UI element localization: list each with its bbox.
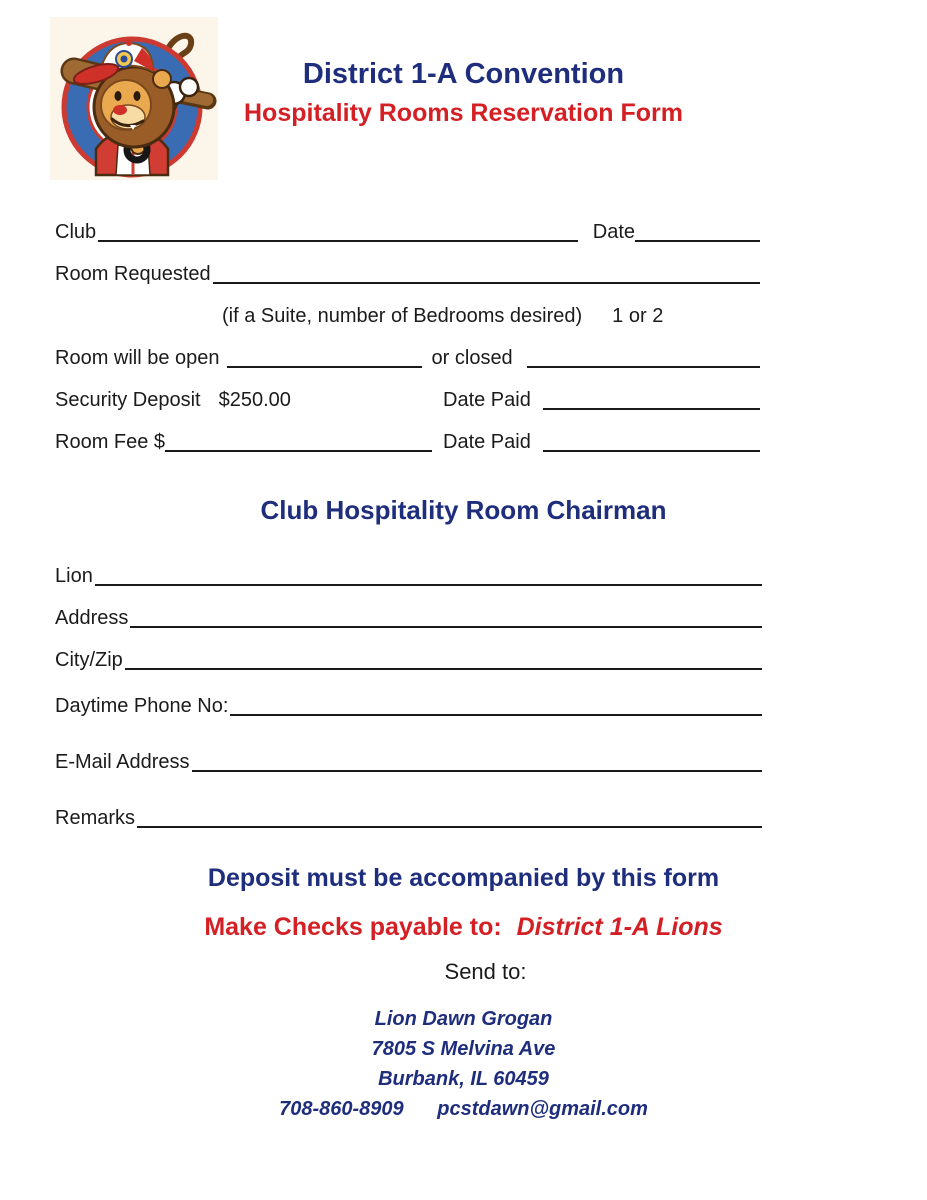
form-subtitle: Hospitality Rooms Reservation Form <box>244 99 683 127</box>
security-deposit-label: Security Deposit <box>55 389 201 411</box>
email-label: E-Mail Address <box>55 751 190 773</box>
contact-name: Lion Dawn Grogan <box>374 1008 553 1030</box>
lion-label: Lion <box>55 565 93 587</box>
contact-email: pcstdawn@gmail.com <box>437 1098 648 1120</box>
remarks-label: Remarks <box>55 807 136 829</box>
chairman-section-title: Club Hospitality Room Chairman <box>260 495 667 525</box>
or-closed-label: or closed <box>431 347 513 369</box>
date-field-line <box>635 218 760 242</box>
city-zip-label: City/Zip <box>55 649 123 671</box>
room-open-closed-row <box>55 344 760 372</box>
email-row <box>55 748 762 776</box>
city-zip-row <box>55 646 762 674</box>
room-requested-row <box>55 260 760 288</box>
room-open-label: Room will be open <box>55 347 220 369</box>
address-row <box>55 604 762 632</box>
room-fee-field-line <box>165 428 432 452</box>
chairman-section <box>55 562 762 846</box>
checks-payable-prefix: Make Checks payable to: <box>204 913 502 941</box>
reservation-section <box>55 218 760 470</box>
contact-block <box>0 1004 927 1124</box>
room-fee-row <box>55 428 760 456</box>
checks-payable-note <box>0 911 927 943</box>
city-zip-field-line <box>125 646 762 670</box>
phone-row <box>55 692 762 720</box>
contact-street: 7805 S Melvina Ave <box>371 1038 556 1060</box>
lions-baseball-mascot-logo <box>50 17 218 180</box>
lion-row <box>55 562 762 590</box>
club-label: Club <box>55 221 97 243</box>
room-open-field-line <box>227 344 422 368</box>
room-requested-label: Room Requested <box>55 263 211 285</box>
club-date-row <box>55 218 760 246</box>
club-field-line <box>98 218 578 242</box>
security-date-paid-field-line <box>543 386 760 410</box>
date-paid-label: Date Paid <box>443 389 531 411</box>
fee-date-paid-label: Date Paid <box>443 431 531 453</box>
room-closed-field-line <box>527 344 760 368</box>
suite-note-row <box>55 302 760 330</box>
room-fee-label: Room Fee $ <box>55 431 166 453</box>
contact-city: Burbank, IL 60459 <box>378 1068 549 1090</box>
remarks-field-line <box>137 804 762 828</box>
date-label: Date <box>592 221 635 243</box>
checks-payee: District 1-A Lions <box>516 913 723 941</box>
suite-options: 1 or 2 <box>612 305 664 327</box>
security-deposit-row <box>55 386 760 414</box>
address-field-line <box>130 604 762 628</box>
security-deposit-amount: $250.00 <box>218 389 291 411</box>
address-label: Address <box>55 607 129 629</box>
phone-field-line <box>230 692 762 716</box>
phone-label: Daytime Phone No: <box>55 695 229 717</box>
contact-phone: 708-860-8909 <box>279 1098 404 1120</box>
send-to-label: Send to: <box>444 959 527 984</box>
form-header <box>0 0 927 190</box>
remarks-row <box>55 804 762 832</box>
deposit-note: Deposit must be accompanied by this form <box>207 864 720 892</box>
room-requested-field-line <box>213 260 760 284</box>
fee-date-paid-field-line <box>543 428 760 452</box>
email-field-line <box>192 748 763 772</box>
contact-phone-email-line <box>0 1094 927 1124</box>
suite-note: (if a Suite, number of Bedrooms desired) <box>222 305 583 327</box>
form-title: District 1-A Convention <box>302 58 625 90</box>
lion-field-line <box>95 562 762 586</box>
